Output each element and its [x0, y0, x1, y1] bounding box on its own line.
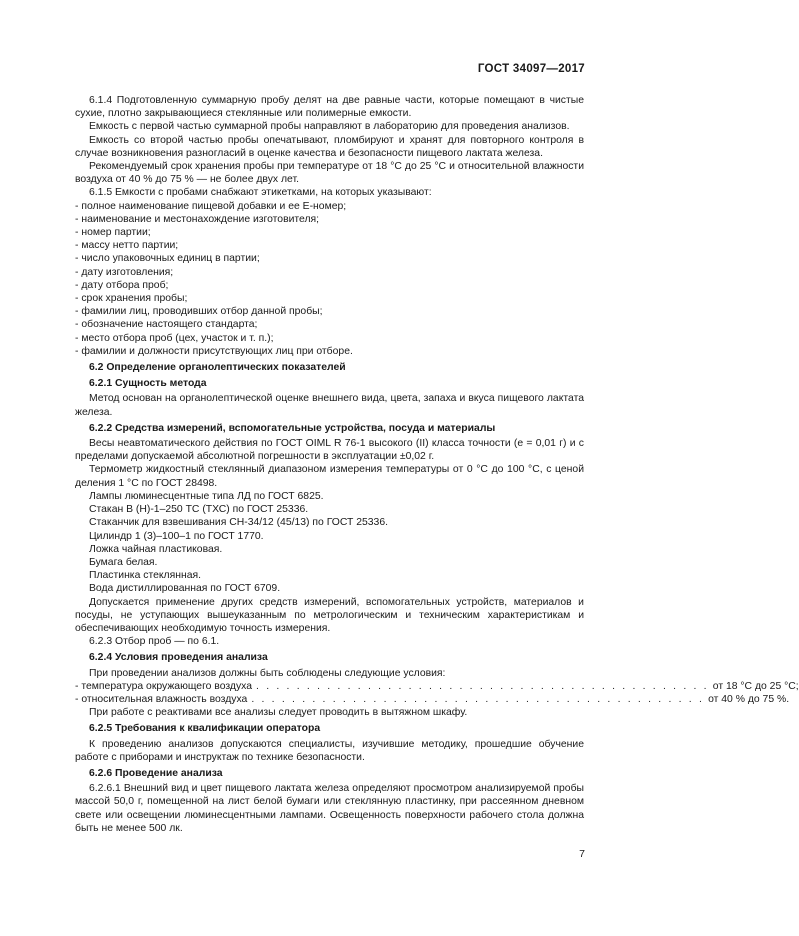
list-item: - полное наименование пищевой добавки и ее Е-номер; — [75, 200, 347, 212]
list-item: - срок хранения пробы; — [75, 293, 188, 305]
condition-temperature — [75, 680, 799, 693]
list-item: - дату отбора проб; — [75, 279, 169, 291]
paragraph-storage: Рекомендуемый срок хранения пробы при температуре от 18 °С до 25 °С и относительной влажности воздуха от 40 % до 75 % — не более двух лет. — [75, 161, 584, 186]
paragraph-conditions: При проведении анализов должны быть соблюдены следующие условия: — [89, 667, 446, 679]
paragraph-6-1-5: 6.1.5 Емкости с пробами снабжают этикетками, на которых указывают: — [89, 187, 432, 199]
condition-humidity — [75, 693, 790, 706]
paragraph-thermometer: Термометр жидкостный стеклянный диапазоном измерения температуры от 0 °С до 100 °С, с ценой деления 1 °С по ГОСТ 28498. — [75, 464, 584, 489]
list-item: Стаканчик для взвешивания СН-34/12 (45/13) по ГОСТ 25336. — [89, 517, 388, 529]
list-item: - фамилии лиц, проводивших отбор данной пробы; — [75, 306, 323, 318]
list-item: - массу нетто партии; — [75, 240, 179, 252]
equipment-list — [75, 490, 584, 596]
list-item: - наименование и местонахождение изготовителя; — [75, 213, 320, 225]
leader-dots: . . . . . . . . . . . . . . . . . . . . . . . . . . . . . . . . . . . . . . . . . . . . . — [256, 680, 709, 692]
condition-value: от 40 % до 75 %. — [708, 693, 790, 705]
paragraph-allowed-substitutes: Допускается применение других средств измерений, вспомогательных устройств, материалов и посуды, не уступающих вышеуказанным по метрологическим и техническим характеристикам и обеспечивающих необходимую точность измерения. — [75, 596, 584, 634]
section-heading-6-2-6: 6.2.6 Проведение анализа — [89, 767, 223, 779]
condition-label: - относительная влажность воздуха — [75, 693, 248, 705]
paragraph-6-2-3: 6.2.3 Отбор проб — по 6.1. — [89, 636, 220, 648]
paragraph-6-2-6-1: 6.2.6.1 Внешний вид и цвет пищевого лактата железа определяют просмотром анализируемой пробы массой 50,0 г, помещенной на лист белой бумаги или стеклянную пластинку, при рассеянном дневном свете или освещении люминесцентными лампами. Освещенность поверхности рабочего стола должна быть не менее 500 лк. — [75, 783, 584, 834]
paragraph-6-1-4: 6.1.4 Подготовленную суммарную пробу делят на две равные части, которые помещают в чистые сухие, плотно закрывающиеся стеклянные или полимерные емкости. — [75, 95, 584, 120]
list-item: - дату изготовления; — [75, 266, 174, 278]
list-item: Ложка чайная пластиковая. — [89, 543, 223, 555]
list-item: Вода дистиллированная по ГОСТ 6709. — [89, 583, 281, 595]
page-number: 7 — [579, 848, 585, 860]
standard-number-header: ГОСТ 34097—2017 — [477, 63, 585, 75]
condition-label: - температура окружающего воздуха — [75, 680, 253, 692]
section-heading-6-2-4: 6.2.4 Условия проведения анализа — [89, 652, 268, 664]
paragraph-second-part: Емкость со второй частью пробы опечатывают, пломбируют и хранят для повторного контроля в случае возникновения разногласий в оценке качества и безопасности пищевого лактата железа. — [75, 134, 584, 159]
condition-value: от 18 °С до 25 °С; — [712, 680, 799, 692]
section-heading-6-2-1: 6.2.1 Сущность метода — [89, 378, 207, 390]
list-item: - обозначение настоящего стандарта; — [75, 319, 258, 331]
list-item: Стакан В (Н)-1–250 ТС (ТХС) по ГОСТ 25336. — [89, 504, 309, 516]
section-heading-6-2-5: 6.2.5 Требования к квалификации оператора — [89, 723, 321, 735]
paragraph-operator: К проведению анализов допускаются специалисты, изучившие методику, прошедшие обучение работе с приборами и инструктаж по технике безопасности. — [75, 738, 584, 763]
section-heading-6-2-2: 6.2.2 Средства измерений, вспомогательные устройства, посуда и материалы — [89, 422, 496, 434]
list-item: - номер партии; — [75, 227, 151, 239]
label-list — [75, 200, 584, 358]
leader-dots: . . . . . . . . . . . . . . . . . . . . . . . . . . . . . . . . . . . . . . . . . . . . . — [251, 693, 705, 705]
list-item: Цилиндр 1 (3)–100–1 по ГОСТ 1770. — [89, 530, 264, 542]
paragraph-first-part: Емкость с первой частью суммарной пробы направляют в лабораторию для проведения анализов. — [89, 121, 570, 133]
list-item: - число упаковочных единиц в партии; — [75, 253, 260, 265]
list-item: Бумага белая. — [89, 556, 158, 568]
list-item: Лампы люминесцентные типа ЛД по ГОСТ 6825. — [89, 490, 324, 502]
list-item: - фамилии и должности присутствующих лиц при отборе. — [75, 345, 353, 357]
document-body — [75, 94, 799, 835]
section-heading-6-2: 6.2 Определение органолептических показателей — [89, 362, 346, 374]
list-item: - место отбора проб (цех, участок и т. п.); — [75, 332, 274, 344]
paragraph-scales: Весы неавтоматического действия по ГОСТ OIML R 76-1 высокого (II) класса точности (е = 0,01 г) и с пределами допускаемой абсолютной погрешности в эксплуатации ±0,02 г. — [75, 438, 584, 463]
list-item: Пластинка стеклянная. — [89, 570, 201, 582]
paragraph-fume-hood: При работе с реактивами все анализы следует проводить в вытяжном шкафу. — [89, 707, 468, 719]
paragraph-method: Метод основан на органолептической оценке внешнего вида, цвета, запаха и вкуса пищевого лактата железа. — [75, 393, 584, 418]
